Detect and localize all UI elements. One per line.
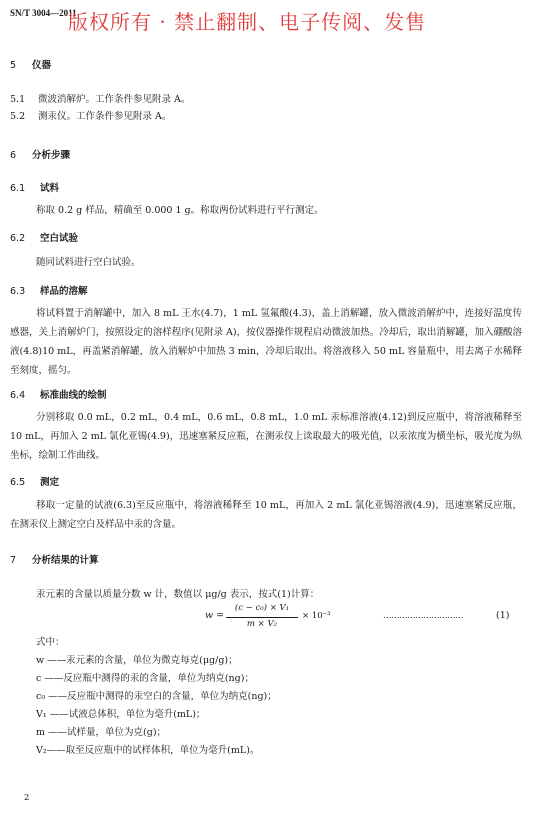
definition-w: w ——汞元素的含量，单位为微克每克(μg/g)； <box>36 655 238 666</box>
formula-numerator: (c − c₀) × V₁ <box>234 603 290 613</box>
paragraph-text: 将试料置于消解罐中，加入 8 mL 王水(4.7)，1 mL 氢氟酸(4.3)，盖上消解罐，放入微波消解炉中，连接好温度传感器，关上消解炉门，按照设定的溶样程序(见附录 A)，按仪器操作规程启动微波加热。冷却后，取出消解罐，加入硼酸溶液(4.8)10 mL，再盖紧消解罐，放入消解炉中加热 3 min，冷却后取出。将溶液移入 50 mL 容量瓶中，用去离子水稀释至刻度，摇匀。 <box>10 308 522 376</box>
definition-c0: c₀ ——反应瓶中测得的汞空白的含量，单位为纳克(ng)； <box>36 691 277 702</box>
paragraph-text: 分别移取 0.0 mL，0.2 mL，0.4 mL，0.6 mL，0.8 mL，1.0 mL 汞标准溶液(4.12)到反应瓶中，将溶液稀释至 10 mL，再加入 2 mL 氯化亚锡(4.9)，迅速塞紧反应瓶，在测汞仪上读取最大的吸光值，以汞浓度为横坐标，吸光度为纵坐标，绘制工作曲线。 <box>10 412 522 461</box>
section-7-heading <box>10 552 99 566</box>
where-label: 式中： <box>36 637 65 648</box>
paragraph-text: 移取一定量的试液(6.3)至反应瓶中，将溶液稀释至 10 mL，再加入 2 mL 氯化亚锡溶液(4.9)，迅速塞紧反应瓶，在测汞仪上测定空白及样品中汞的含量。 <box>10 500 522 530</box>
subsection-6-2-text: 随同试料进行空白试验。 <box>36 257 141 268</box>
subsection-6-2-heading <box>10 230 78 244</box>
section-title: 分析结果的计算 <box>32 555 99 566</box>
subsection-title: 试料 <box>40 183 60 194</box>
subsection-6-4-paragraph <box>10 408 522 465</box>
subsection-title: 测定 <box>40 477 60 488</box>
subsection-6-5-heading <box>10 474 59 488</box>
subsection-number: 6.2 <box>10 233 26 244</box>
definition-v1: V₁ ——试液总体积，单位为毫升(mL)； <box>36 709 206 720</box>
subsection-number: 6.5 <box>10 477 26 488</box>
item-text: 微波消解炉。工作条件参见附录 A。 <box>38 94 191 105</box>
formula-tail: × 10⁻³ <box>302 611 331 621</box>
section-number: 6 <box>10 150 17 161</box>
formula-denominator: m × V₂ <box>246 619 278 629</box>
section-6-heading <box>10 147 70 161</box>
page-number: 2 <box>24 793 30 803</box>
subsection-6-3-paragraph <box>10 304 522 380</box>
subsection-title: 标准曲线的绘制 <box>40 390 107 401</box>
subsection-6-5-paragraph <box>10 496 522 534</box>
equation-number: (1) <box>496 610 510 621</box>
item-number: 5.1 <box>10 94 26 105</box>
section-number: 7 <box>10 555 17 566</box>
subsection-title: 空白试验 <box>40 233 79 244</box>
section-title: 仪器 <box>32 60 52 71</box>
subsection-title: 样品的溶解 <box>40 286 88 297</box>
calculation-intro: 汞元素的含量以质量分数 w 计，数值以 μg/g 表示，按式(1)计算： <box>36 589 320 600</box>
definition-v2: V₂——取至反应瓶中的试样体积，单位为毫升(mL)。 <box>36 745 260 756</box>
subsection-6-4-heading <box>10 387 107 401</box>
item-5-2 <box>10 107 171 126</box>
formula-dots: ………………………… <box>383 611 463 621</box>
section-5-heading <box>10 57 51 71</box>
subsection-number: 6.4 <box>10 390 26 401</box>
formula-lhs: w = <box>205 610 225 621</box>
fraction-bar <box>226 617 298 618</box>
copyright-watermark: 版权所有 · 禁止翻制、电子传阅、发售 <box>68 10 427 34</box>
subsection-6-3-heading <box>10 283 88 297</box>
subsection-6-1-text: 称取 0.2 g 样品，精确至 0.000 1 g。称取两份试料进行平行测定。 <box>36 205 324 216</box>
item-number: 5.2 <box>10 111 26 122</box>
item-text: 测汞仪。工作条件参见附录 A。 <box>38 111 172 122</box>
subsection-number: 6.3 <box>10 286 26 297</box>
subsection-number: 6.1 <box>10 183 26 194</box>
definition-c: c ——反应瓶中测得的汞的含量，单位为纳克(ng)； <box>36 673 254 684</box>
section-title: 分析步骤 <box>32 150 71 161</box>
standard-code: SN/T 3004—2011 <box>10 8 77 18</box>
section-number: 5 <box>10 60 17 71</box>
definition-m: m ——试样量，单位为克(g)； <box>36 727 167 738</box>
subsection-6-1-heading <box>10 180 59 194</box>
